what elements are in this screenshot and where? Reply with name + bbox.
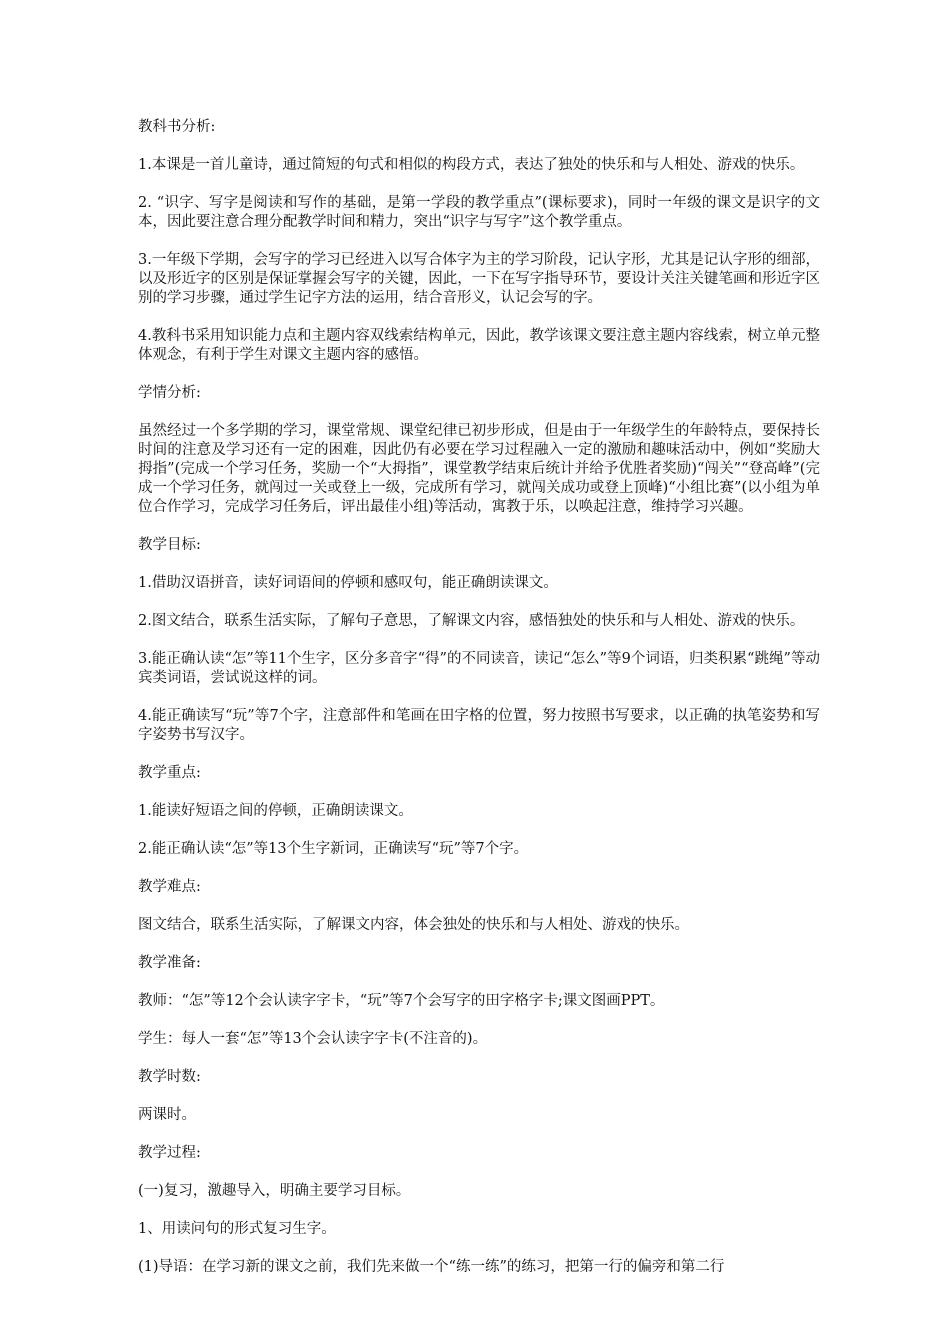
paragraph: 1.借助汉语拼音，读好词语间的停顿和感叹句，能正确朗读课文。 — [138, 575, 558, 591]
paragraph: 4.能正确读写“玩”等7个字，注意部件和笔画在田字格的位置，努力按照书写要求，以正确的执笔姿势和写字姿势书写汉字。 — [138, 708, 820, 743]
paragraph: (1)导语：在学习新的课文之前，我们先来做一个“练一练”的练习，把第一行的偏旁和第二行 — [138, 1259, 725, 1275]
document-page — [138, 118, 820, 1296]
paragraph: 4.教科书采用知识能力点和主题内容双线索结构单元，因此，教学该课文要注意主题内容线索，树立单元整体观念，有利于学生对课文主题内容的感悟。 — [138, 328, 820, 363]
heading-key-points: 教学重点: — [138, 765, 201, 781]
heading-class-hours: 教学时数: — [138, 1069, 201, 1085]
paragraph: 1.本课是一首儿童诗，通过简短的句式和相似的构段方式，表达了独处的快乐和与人相处、游戏的快乐。 — [138, 157, 805, 173]
paragraph: (一)复习，激趣导入，明确主要学习目标。 — [138, 1183, 411, 1199]
paragraph: 教师：“怎”等12个会认读字字卡，“玩”等7个会写字的田字格字卡;课文图画PPT。 — [138, 993, 665, 1009]
paragraph: 1、用读问句的形式复习生字。 — [138, 1221, 336, 1237]
heading-teaching-process: 教学过程: — [138, 1145, 201, 1161]
paragraph: 2.能正确认读“怎”等13个生字新词，正确读写“玩”等7个字。 — [138, 841, 529, 857]
heading-teaching-goals: 教学目标: — [138, 537, 201, 553]
heading-textbook-analysis: 教科书分析: — [138, 119, 216, 135]
heading-preparation: 教学准备: — [138, 955, 201, 971]
paragraph: 学生：每人一套“怎”等13个会认读字字卡(不注音的)。 — [138, 1031, 488, 1047]
paragraph: 2.图文结合，联系生活实际，了解句子意思，了解课文内容，感悟独处的快乐和与人相处、游戏的快乐。 — [138, 613, 805, 629]
paragraph: 虽然经过一个多学期的学习，课堂常规、课堂纪律已初步形成，但是由于一年级学生的年龄特点，要保持长时间的注意及学习还有一定的困难，因此仍有必要在学习过程融入一定的激励和趣味活动中，例如“奖励大拇指”(完成一个学习任务，奖励一个“大拇指”，课堂教学结束后统计并给予优胜者奖励)“闯关”“登高峰”(完成一个学习任务，就闯过一关或登上一级，完成所有学习，就闯关成功或登上顶峰)“小组比赛”(以小组为单位合作学习，完成学习任务后，评出最佳小组)等活动，寓教于乐，以唤起注意，维持学习兴趣。 — [138, 423, 820, 515]
paragraph: 2. “识字、写字是阅读和写作的基础，是第一学段的教学重点”(课标要求)，同时一年级的课文是识字的文本，因此要注意合理分配教学时间和精力，突出“识字与写字”这个教学重点。 — [138, 195, 820, 230]
paragraph: 3.一年级下学期，会写字的学习已经进入以写合体字为主的学习阶段，记认字形，尤其是记认字形的细部，以及形近字的区别是保证掌握会写字的关键，因此，一下在写字指导环节，要设计关注关键笔画和形近字区别的学习步骤，通过学生记字方法的运用，结合音形义，认记会写的字。 — [138, 252, 820, 306]
heading-difficulties: 教学难点: — [138, 879, 201, 895]
paragraph: 图文结合，联系生活实际，了解课文内容，体会独处的快乐和与人相处、游戏的快乐。 — [138, 917, 689, 933]
paragraph: 两课时。 — [138, 1107, 196, 1123]
heading-learner-analysis: 学情分析: — [138, 385, 201, 401]
paragraph: 1.能读好短语之间的停顿，正确朗读课文。 — [138, 803, 413, 819]
paragraph: 3.能正确认读“怎”等11个生字，区分多音字“得”的不同读音，读记“怎么”等9个词语，归类积累“跳绳”等动宾类词语，尝试说这样的词。 — [138, 651, 820, 686]
